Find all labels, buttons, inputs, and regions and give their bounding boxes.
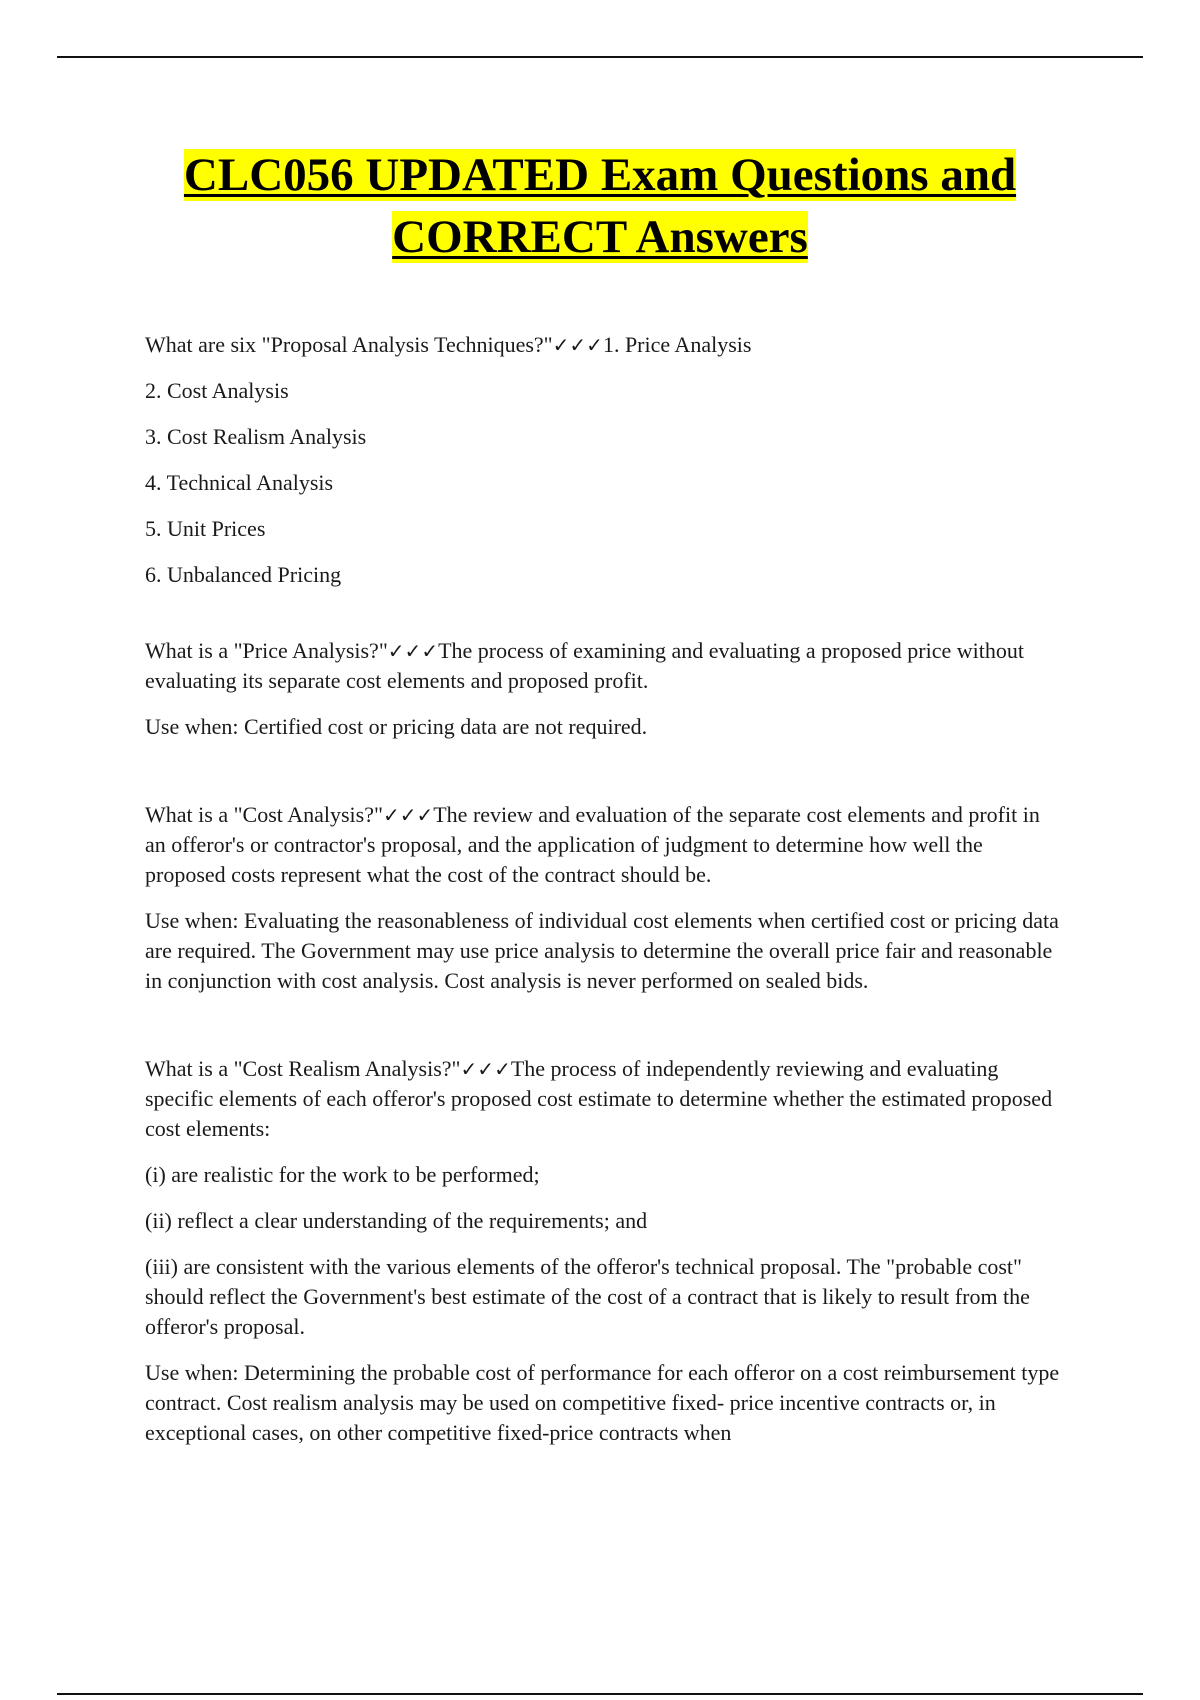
question-paragraph xyxy=(145,800,1065,890)
top-rule xyxy=(57,56,1143,58)
checkmark-icon: ✓✓✓ xyxy=(382,803,434,827)
use-when-text: Use when: Determining the probable cost of performance for each offeror on a cost reimbursement type contract. Cost realism analysis may be used on competitive fixed- price incentive contracts or, in exceptional cases, on other competitive fixed-price contracts when xyxy=(145,1360,1060,1445)
answer-line: 5. Unit Prices xyxy=(145,516,266,541)
answer-text: The review and evaluation of the separate cost elements and profit in an offeror's or contractor's proposal, and the application of judgment to determine how well the proposed costs represent what the cost of the contract should be. xyxy=(145,802,1040,887)
answer-line: 6. Unbalanced Pricing xyxy=(145,562,342,587)
answer-text: The process of independently reviewing and evaluating specific elements of each offeror's proposed cost estimate to determine whether the estimated proposed cost elements: xyxy=(145,1056,1053,1141)
checkmark-icon: ✓✓✓ xyxy=(552,333,603,357)
question-text: What is a "Price Analysis?" xyxy=(145,638,388,663)
document-body xyxy=(145,330,1065,1464)
question-text: What is a "Cost Analysis?" xyxy=(145,802,383,827)
use-when-text: Use when: Evaluating the reasonableness of individual cost elements when certified cost or pricing data are required. The Government may use price analysis to determine the overall price fair and reasonable in conjunction with cost analysis. Cost analysis is never performed on sealed bids. xyxy=(145,908,1059,993)
answer-line: 2. Cost Analysis xyxy=(145,378,289,403)
question-paragraph xyxy=(145,636,1065,696)
document-title xyxy=(120,144,1080,268)
use-when-text: Use when: Certified cost or pricing data are not required. xyxy=(145,714,648,739)
list-item: (i) are realistic for the work to be performed; xyxy=(145,1162,540,1187)
list-item: (iii) are consistent with the various elements of the offeror's technical proposal. The "probable cost" should reflect the Government's best estimate of the cost of a contract that is likely to result from the offeror's proposal. xyxy=(145,1254,1030,1339)
answer-line: 3. Cost Realism Analysis xyxy=(145,424,367,449)
checkmark-icon: ✓✓✓ xyxy=(387,639,439,663)
question-text: What is a "Cost Realism Analysis?" xyxy=(145,1056,461,1081)
question-paragraph xyxy=(145,330,1065,360)
answer-line: 4. Technical Analysis xyxy=(145,470,334,495)
question-paragraph xyxy=(145,1054,1065,1144)
title-line-1: CLC056 UPDATED Exam Questions and xyxy=(183,149,1017,201)
question-text: What are six "Proposal Analysis Techniques?" xyxy=(145,332,553,357)
answer-line: 1. Price Analysis xyxy=(602,332,752,357)
title-line-2: CORRECT Answers xyxy=(392,211,808,263)
checkmark-icon: ✓✓✓ xyxy=(460,1057,511,1081)
answer-text: The process of examining and evaluating a proposed price without evaluating its separate cost elements and proposed profit. xyxy=(145,638,1024,693)
list-item: (ii) reflect a clear understanding of the requirements; and xyxy=(145,1208,648,1233)
bottom-rule xyxy=(57,1693,1143,1695)
